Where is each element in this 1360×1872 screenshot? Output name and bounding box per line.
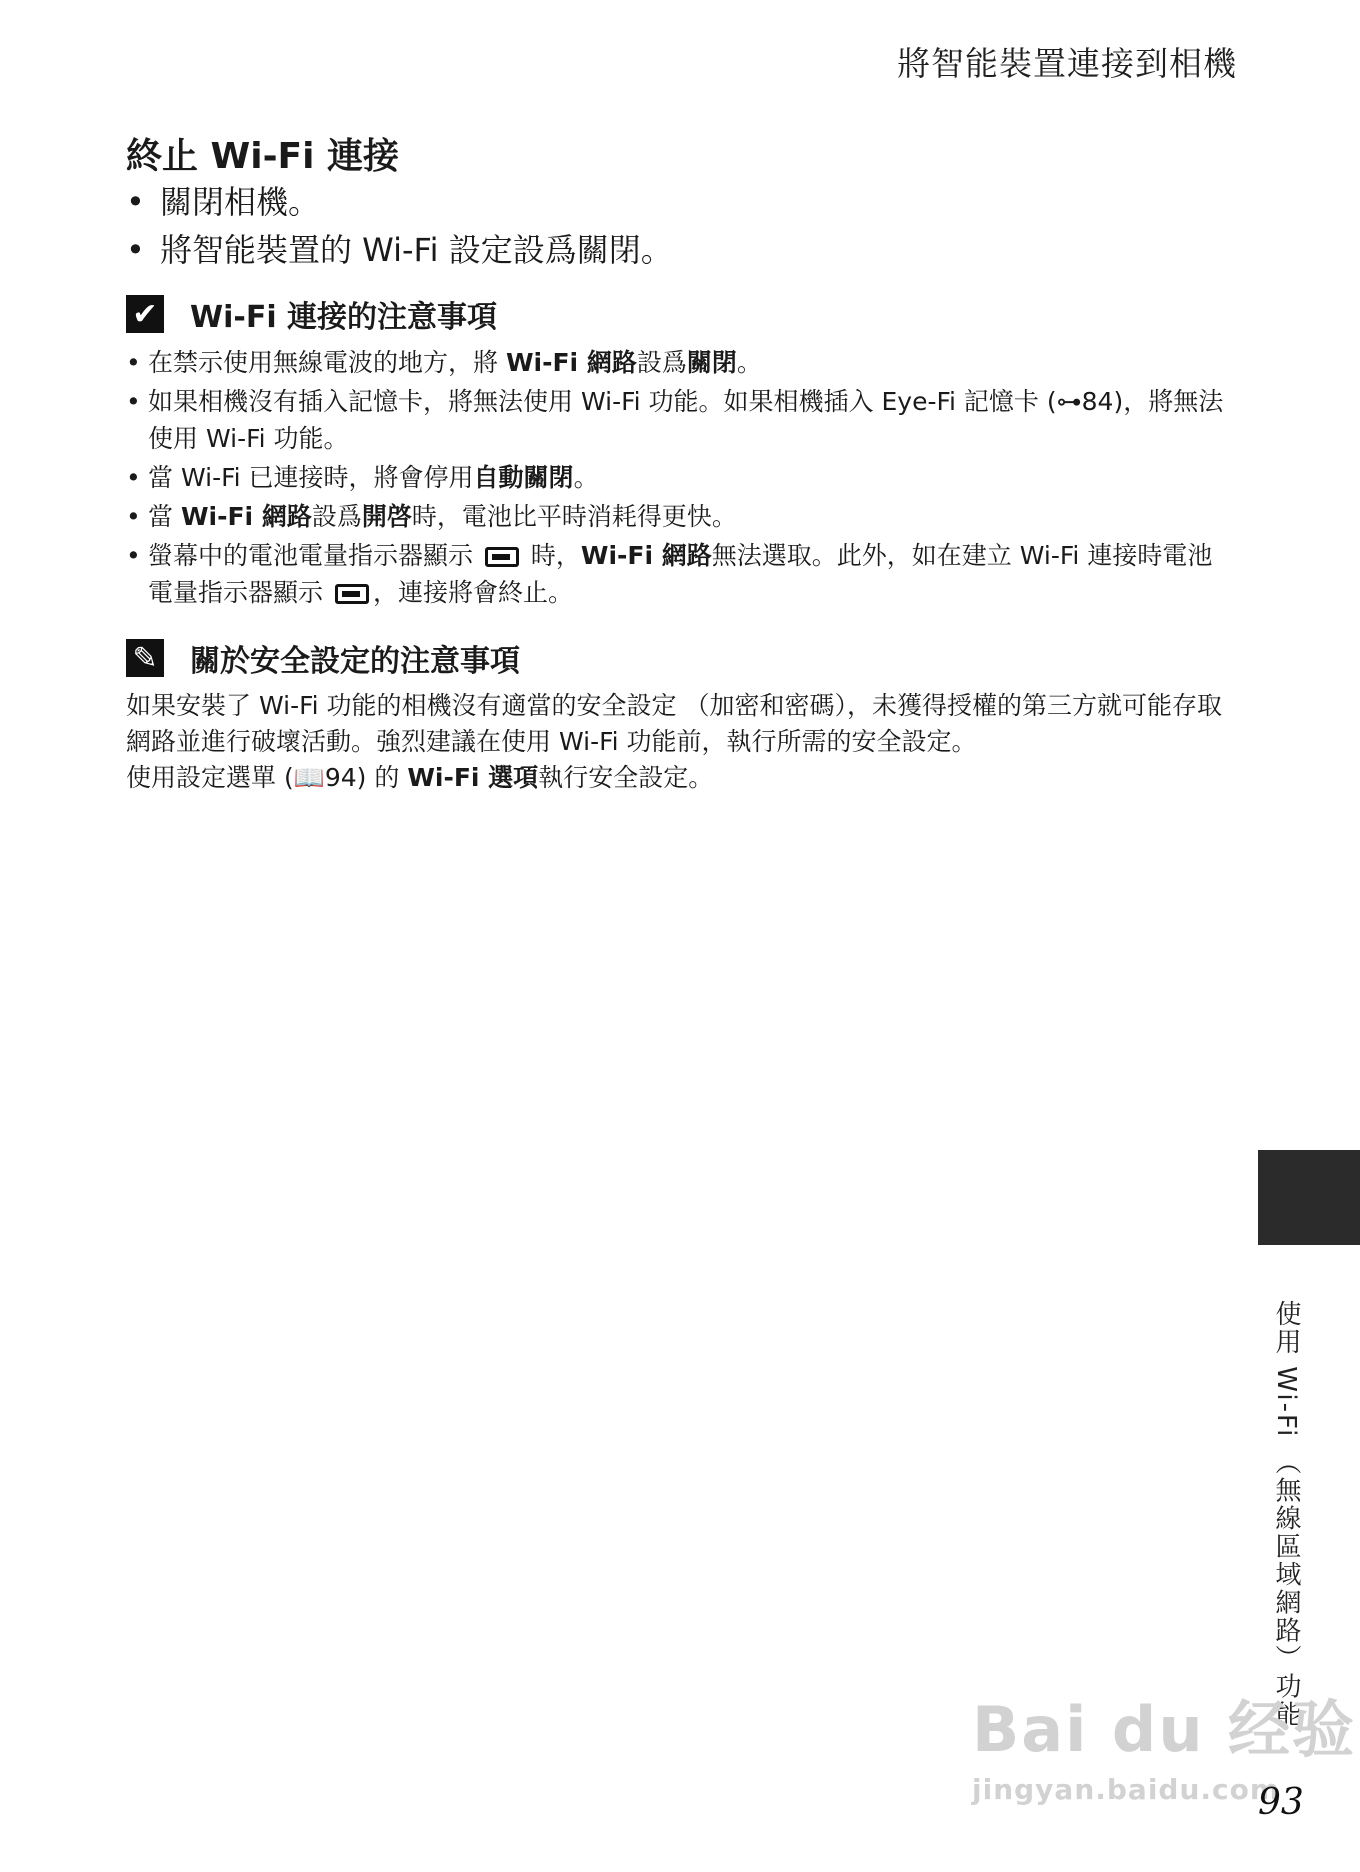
- list-item: • 如果相機沒有插入記憶卡，將無法使用 Wi-Fi 功能。如果相機插入 Eye-Fi 記憶卡 (⊶84)，將無法使用 Wi-Fi 功能。: [126, 383, 1236, 457]
- reference-icon: ⊶84: [1056, 387, 1114, 416]
- battery-low-icon: [485, 547, 519, 567]
- security-paragraph: 使用設定選單 (📖94) 的 Wi-Fi 選項執行安全設定。: [126, 763, 714, 792]
- bullet-icon: •: [126, 183, 145, 221]
- security-paragraph: 如果安裝了 Wi-Fi 功能的相機沒有適當的安全設定 （加密和密碼），未獲得授權的第三方就可能存取網路並進行破壞活動。強烈建議在使用 Wi-Fi 功能前，執行所需的安全設定。: [126, 691, 1222, 756]
- watermark-url: jingyan.baidu.com: [972, 1773, 1281, 1806]
- bullet-icon: •: [126, 231, 145, 269]
- security-title: 關於安全設定的注意事項: [190, 644, 520, 679]
- chapter-tab: [1258, 1150, 1360, 1245]
- book-icon: 📖: [293, 763, 325, 792]
- page-number: 93: [1258, 1782, 1304, 1823]
- end-connection-list: [126, 178, 673, 274]
- list-item: • 將智能裝置的 Wi-Fi 設定設爲關閉。: [126, 226, 673, 274]
- list-item: • 螢幕中的電池電量指示器顯示 時，Wi-Fi 網路無法選取。此外，如在建立 Wi-Fi 連接時電池電量指示器顯示 ，連接將會終止。: [126, 541, 1213, 607]
- security-heading: [126, 636, 520, 680]
- checkmark-icon: ✔: [126, 295, 164, 333]
- pencil-icon: ✎: [126, 639, 164, 677]
- battery-low-icon: [335, 584, 369, 604]
- caution-title: Wi-Fi 連接的注意事項: [190, 300, 498, 335]
- chapter-label: 使用 Wi-Fi （無線區域網路）功能: [1271, 1300, 1301, 1729]
- list-item: • 當 Wi-Fi 網路設爲開啓時，電池比平時消耗得更快。: [126, 502, 737, 531]
- list-item: • 關閉相機。: [126, 178, 673, 226]
- section-title: 終止 Wi-Fi 連接: [126, 136, 399, 177]
- caution-heading: [126, 292, 497, 336]
- header-title: 將智能裝置連接到相機: [897, 44, 1237, 83]
- list-item: • 當 Wi-Fi 已連接時，將會停用自動關閉。: [126, 463, 599, 492]
- security-note: [126, 688, 1238, 796]
- caution-list: [126, 344, 1236, 613]
- list-item: • 在禁示使用無線電波的地方，將 Wi-Fi 網路設爲關閉。: [126, 348, 762, 377]
- watermark-logo: Bai du 经验: [972, 1693, 1357, 1766]
